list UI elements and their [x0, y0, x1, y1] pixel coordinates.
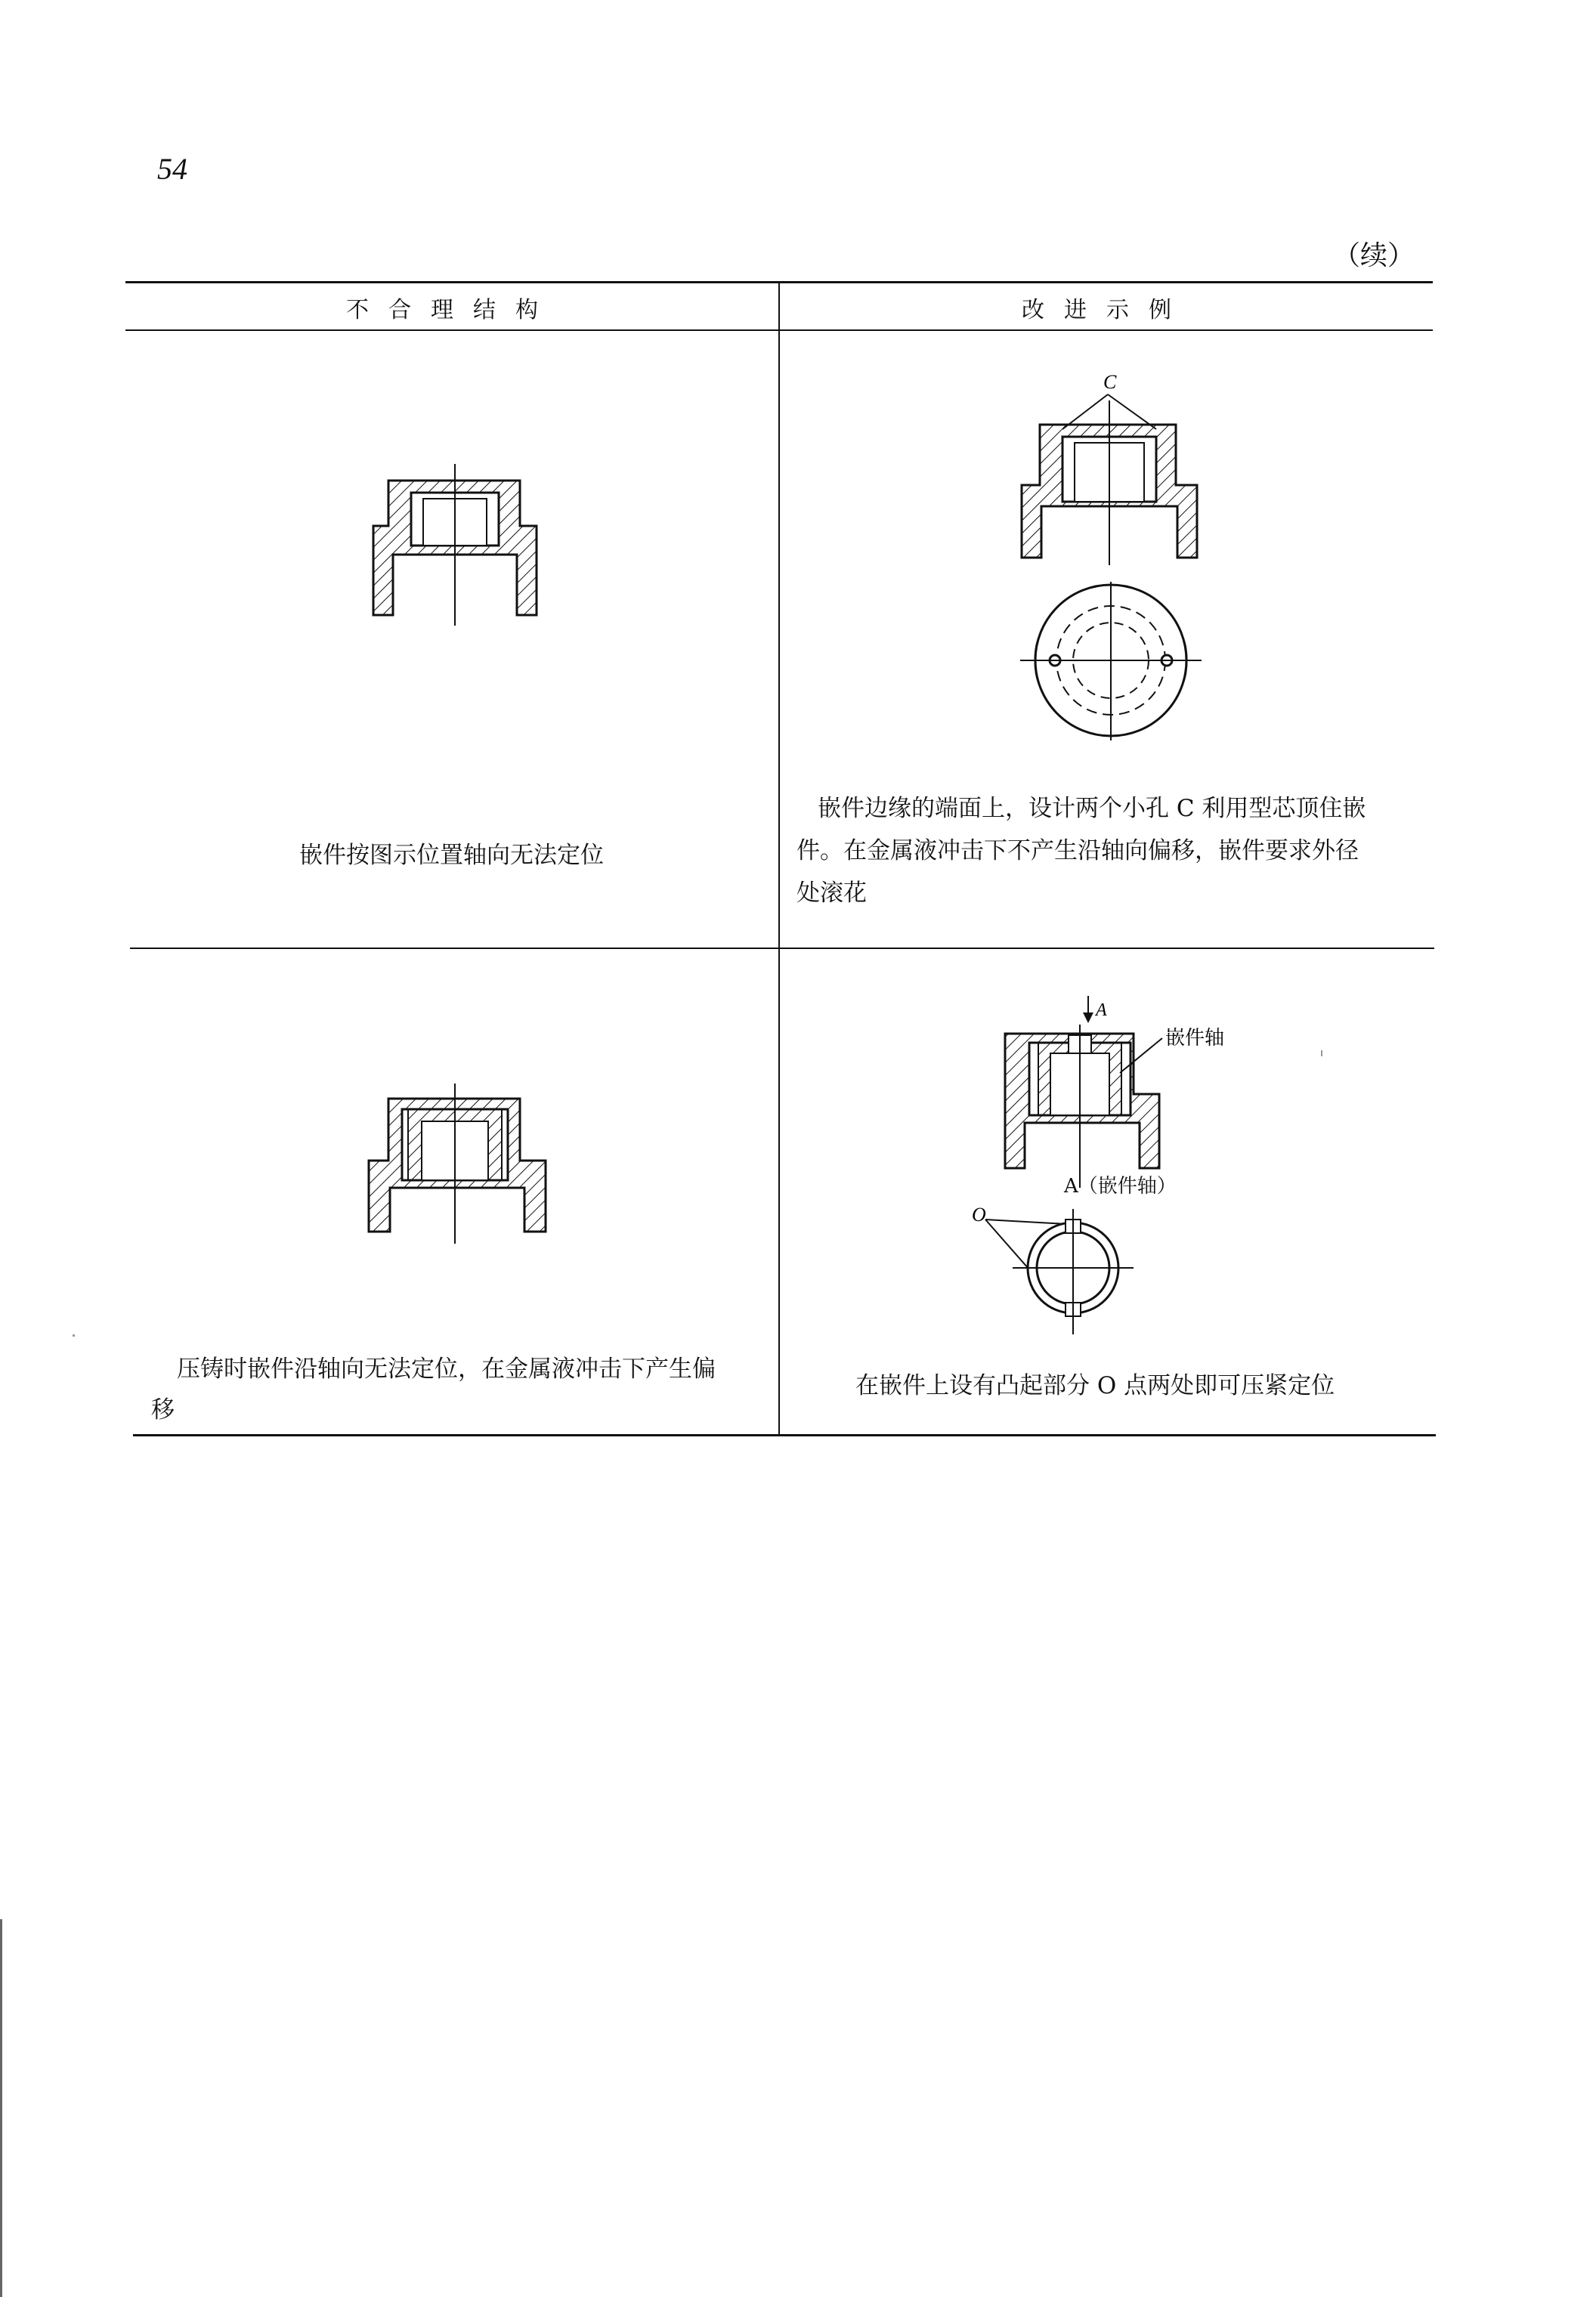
row2-right-text: 在嵌件上设有凸起部分 O 点两处即可压紧定位: [855, 1372, 1335, 1399]
header-unreasonable-structure: 不合理结构: [346, 297, 558, 323]
scan-mark: [1321, 1050, 1322, 1056]
row1-left-text: 嵌件按图示位置轴向无法定位: [299, 842, 604, 869]
page-number: 54: [157, 152, 187, 186]
figure-insert-plan-view: [1005, 582, 1217, 740]
table-bottom-rule: [133, 1434, 1436, 1436]
continued-label: （续）: [1333, 240, 1415, 271]
label-insert-shaft: 嵌件轴: [1165, 1027, 1225, 1050]
label-c: C: [1103, 371, 1117, 393]
label-a: A: [1096, 1000, 1107, 1020]
scan-mark: [73, 1334, 75, 1337]
header-improved-example: 改进示例: [1022, 297, 1191, 323]
label-section-a-insert-shaft: A（嵌件轴）: [1064, 1175, 1177, 1198]
column-divider: [778, 283, 780, 1436]
figure-ring-plan-view: [967, 1201, 1149, 1337]
row1-right-text-line1: 嵌件边缘的端面上，设计两个小孔 C 利用型芯顶住嵌: [818, 795, 1366, 822]
row2-left-text-line1: 压铸时嵌件沿轴向无法定位，在金属液冲击下产生偏: [177, 1356, 716, 1383]
figure-insert-with-shaft-section: [975, 990, 1292, 1194]
label-o: O: [972, 1204, 986, 1226]
figure-insert-unlocated: [355, 462, 559, 629]
row1-right-text-line3: 处滚花: [796, 880, 867, 907]
figure-insert-axial-shift: [355, 1082, 559, 1245]
scan-edge: [0, 1919, 2, 2297]
row1-right-text-line2: 件。在金属液冲击下不产生沿轴向偏移，嵌件要求外径: [796, 837, 1359, 864]
figure-insert-with-holes-section: [1005, 370, 1217, 567]
row-divider: [130, 948, 1434, 949]
row2-left-text-line2: 移: [151, 1396, 175, 1424]
